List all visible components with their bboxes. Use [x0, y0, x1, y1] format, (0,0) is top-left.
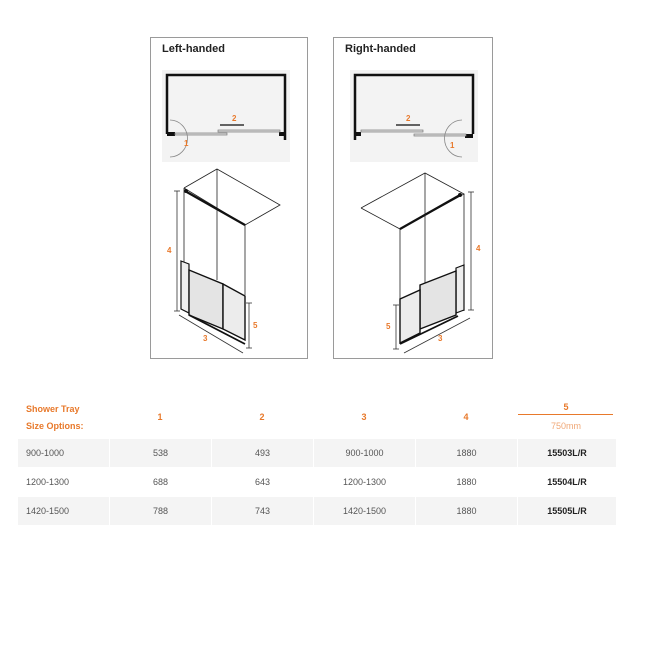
- left-isometric-view: [151, 163, 309, 358]
- cell-dim-3: 900-1000: [314, 439, 415, 467]
- table-row: [18, 497, 616, 525]
- dim-label-5: 5: [386, 322, 391, 331]
- dim-label-4: 4: [476, 244, 481, 253]
- dim-label-5: 5: [253, 321, 258, 330]
- cell-product-code: 15505L/R: [518, 497, 616, 525]
- right-isometric-view: [334, 163, 492, 358]
- panel-title: Right-handed: [345, 43, 416, 55]
- cell-dim-1: 788: [110, 497, 211, 525]
- column-header-4: 4: [463, 412, 469, 422]
- left-plan-view: [162, 70, 290, 162]
- left-handed-diagram-panel: [150, 37, 308, 359]
- column-5-divider: [518, 414, 613, 415]
- column-header-5: 5: [563, 402, 569, 412]
- cell-dim-2: 493: [212, 439, 313, 467]
- dim-label-4: 4: [167, 246, 172, 255]
- isometric-drawing-icon: [334, 163, 494, 358]
- heading-line-2: Size Options:: [26, 421, 84, 431]
- dim-label-2: 2: [232, 114, 237, 123]
- cell-dim-1: 688: [152, 477, 169, 487]
- dim-label-3: 3: [203, 334, 208, 343]
- cell-size: 900-1000: [18, 439, 109, 467]
- cell-dim-1: 538: [110, 439, 211, 467]
- table-row: [18, 468, 616, 496]
- table-header: [18, 398, 616, 438]
- dim-label-1: 1: [450, 141, 455, 150]
- right-handed-diagram-panel: [333, 37, 493, 359]
- cell-product-code: 15504L/R: [547, 477, 587, 487]
- table-row: [18, 439, 616, 467]
- cell-dim-4: 1880: [416, 439, 517, 467]
- column-header-1: 1: [157, 412, 163, 422]
- dim-label-3: 3: [438, 334, 443, 343]
- cell-dim-2: 743: [212, 497, 313, 525]
- cell-dim-4: 1880: [416, 497, 517, 525]
- panel-title: Left-handed: [162, 43, 225, 55]
- column-5-subheading: 750mm: [550, 421, 581, 431]
- cell-dim-3: 1420-1500: [314, 497, 415, 525]
- dim-label-2: 2: [406, 114, 411, 123]
- cell-dim-4: 1880: [456, 477, 477, 487]
- column-header-3: 3: [361, 412, 367, 422]
- heading-line-1: Shower Tray: [26, 404, 80, 414]
- cell-size: 1200-1300: [26, 477, 70, 487]
- cell-dim-2: 643: [254, 477, 271, 487]
- column-header-2: 2: [259, 412, 265, 422]
- right-plan-view: [350, 70, 478, 162]
- dim-label-1: 1: [184, 139, 189, 148]
- isometric-drawing-icon: [151, 163, 309, 358]
- cell-product-code: 15503L/R: [518, 439, 616, 467]
- cell-dim-3: 1200-1300: [342, 477, 387, 487]
- size-options-table: [18, 398, 616, 525]
- size-options-heading: [26, 401, 84, 435]
- plan-view-drawing-icon: [350, 70, 478, 162]
- plan-view-drawing-icon: [162, 70, 290, 162]
- cell-size: 1420-1500: [18, 497, 109, 525]
